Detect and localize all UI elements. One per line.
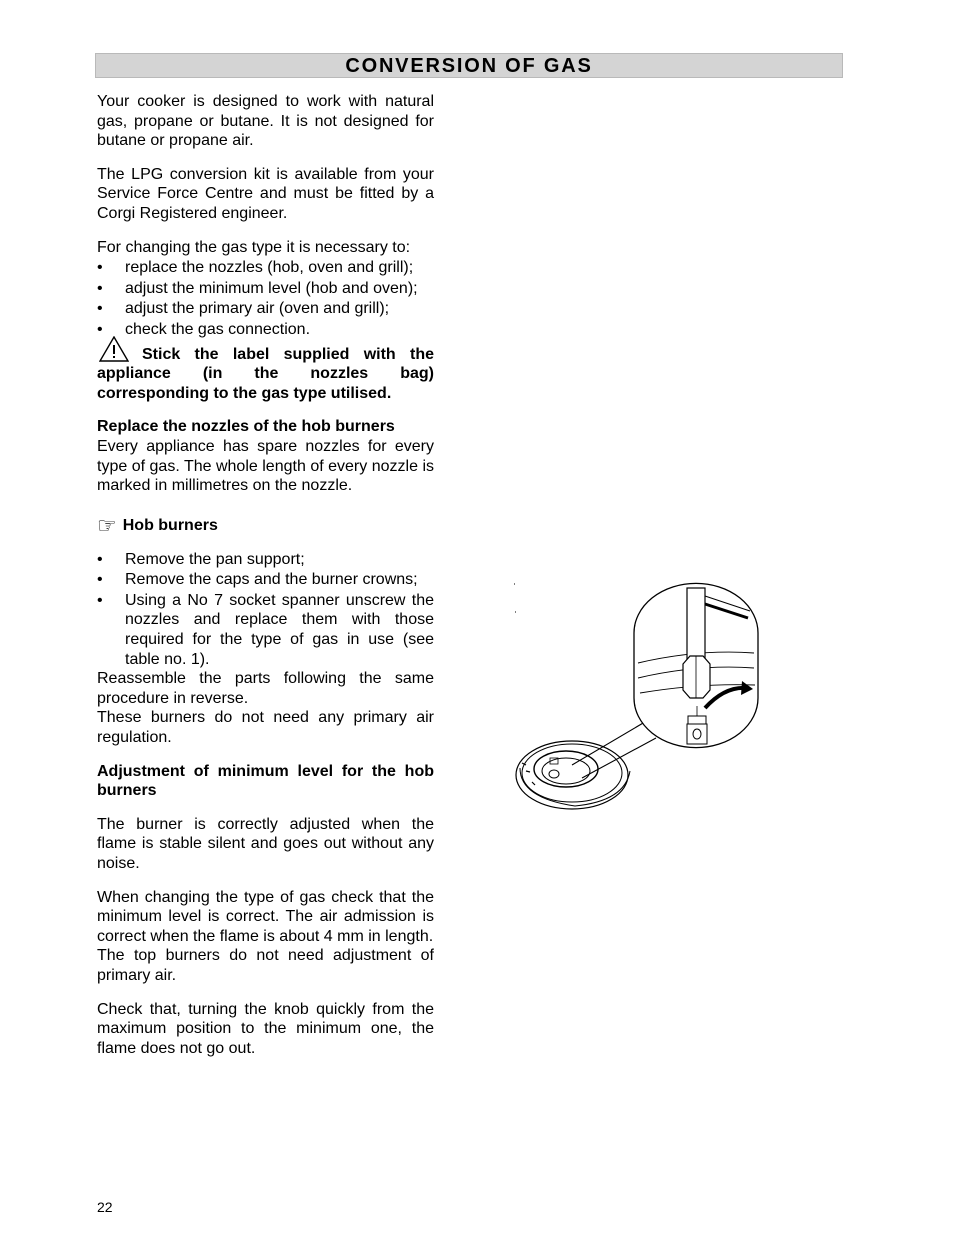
page-title: CONVERSION OF GAS xyxy=(345,55,593,77)
hob-reassemble-text: Reassemble the parts following the same procedure in reverse. xyxy=(97,670,434,707)
list-item: • replace the nozzles (hob, oven and grill); xyxy=(97,259,414,277)
warning-text: Stick the label supplied with the appliance (in the nozzles bag) corresponding to the gas type utilised. xyxy=(97,345,434,402)
warning-triangle-icon xyxy=(99,336,129,362)
nozzles-text: Every appliance has spare nozzles for every type of gas. The whole length of every nozzle is marked in millimetres on the nozzle. xyxy=(97,437,434,495)
hob-burners-heading-row xyxy=(97,512,434,538)
bullet-icon: • xyxy=(97,259,103,277)
adjustment-paragraph-1: The burner is correctly adjusted when the flame is stable silent and goes out without any noise. xyxy=(97,815,434,872)
intro-paragraph-3: For changing the gas type it is necessary to: xyxy=(97,238,411,256)
warning-block xyxy=(97,345,434,404)
hob-primary-air-text: These burners do not need any primary air regulation. xyxy=(97,709,434,747)
bullet-icon: • xyxy=(97,550,103,568)
adjustment-paragraph-4: Check that, turning the knob quickly from the maximum position to the minimum one, the flame does not go out. xyxy=(97,1000,434,1057)
bullet-icon: • xyxy=(97,279,103,297)
bullet-icon: • xyxy=(97,571,103,589)
list-item: • adjust the minimum level (hob and oven); xyxy=(97,279,418,297)
page-number: 22 xyxy=(97,1199,113,1215)
list-item: • check the gas connection. xyxy=(97,320,311,338)
pointing-hand-icon: ☞ xyxy=(97,512,117,538)
list-item: • Using a No 7 socket spanner unscrew the nozzles and replace them with those required for the type of gas in use (see table no. 1). xyxy=(97,591,434,668)
adjustment-paragraph-3: The top burners do not need adjustment of primary air. xyxy=(97,947,434,984)
list-item: • Remove the caps and the burner crowns; xyxy=(97,571,418,589)
section-title-bar xyxy=(95,53,843,78)
adjustment-paragraph-2: When changing the type of gas check that the minimum level is correct. The air admission is correct when the flame is about 4 mm in length. xyxy=(97,888,434,945)
burner-nozzle-illustration xyxy=(510,578,765,818)
nozzles-heading: Replace the nozzles of the hob burners xyxy=(97,418,395,436)
gas-change-list xyxy=(97,258,434,339)
hob-steps-list xyxy=(97,550,434,670)
intro-paragraph-2: The LPG conversion kit is available from your Service Force Centre and must be fitted by a Corgi Registered engineer. xyxy=(97,165,434,222)
hob-burners-heading: Hob burners xyxy=(122,517,218,535)
list-item: • Remove the pan support; xyxy=(97,550,305,568)
list-item: • adjust the primary air (oven and grill); xyxy=(97,300,390,318)
bullet-icon: • xyxy=(97,320,103,338)
intro-paragraph-1: Your cooker is designed to work with natural gas, propane or butane. It is not designed for butane or propane air. xyxy=(97,93,434,150)
adjustment-heading: Adjustment of minimum level for the hob burners xyxy=(97,762,434,800)
bullet-icon: • xyxy=(97,300,103,318)
bullet-icon: • xyxy=(97,591,103,609)
main-text-column xyxy=(97,92,434,1058)
